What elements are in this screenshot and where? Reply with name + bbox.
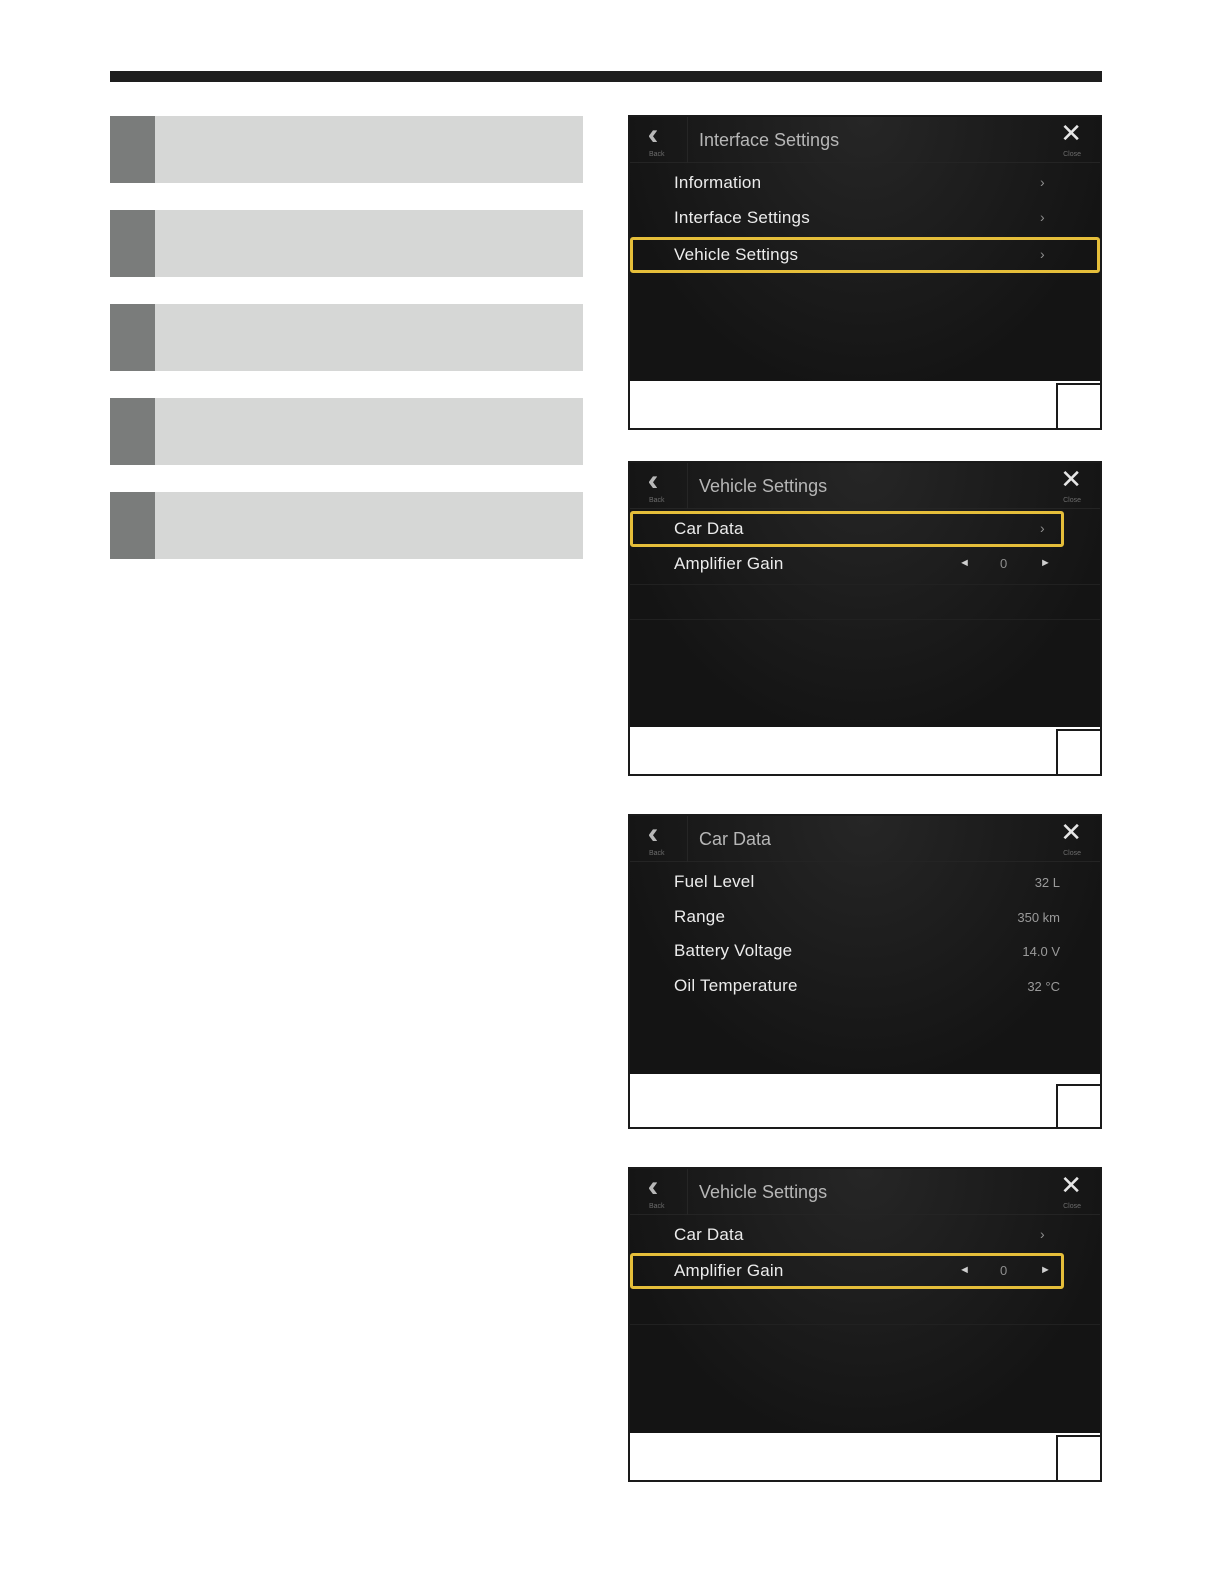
chevron-right-icon: › bbox=[1040, 520, 1045, 536]
back-caption: Back bbox=[649, 151, 665, 158]
row-label: Vehicle Settings bbox=[674, 245, 799, 264]
close-caption: Close bbox=[1063, 850, 1081, 857]
row-value: 32 °C bbox=[1027, 979, 1060, 994]
close-x-icon: ✕ bbox=[1060, 465, 1082, 495]
screen bbox=[630, 816, 1100, 1074]
close-caption: Close bbox=[1063, 1203, 1081, 1210]
close-caption: Close bbox=[1063, 151, 1081, 158]
back-button[interactable] bbox=[630, 1169, 688, 1215]
amplifier-gain-value: 0 bbox=[1000, 1263, 1008, 1278]
close-caption: Close bbox=[1063, 497, 1081, 504]
screen-title: Interface Settings bbox=[699, 130, 840, 150]
step-box-1 bbox=[110, 116, 583, 183]
data-row-fuel-level bbox=[630, 865, 1100, 900]
close-button[interactable] bbox=[1040, 1169, 1100, 1215]
row-label: Information bbox=[674, 173, 762, 192]
screen-header bbox=[630, 117, 1100, 163]
step-tab bbox=[110, 210, 155, 277]
row-label: Car Data bbox=[674, 519, 744, 538]
step-number-box bbox=[1056, 1435, 1100, 1480]
back-button[interactable] bbox=[630, 463, 688, 509]
screenshot-vehicle-settings bbox=[628, 461, 1102, 776]
menu-row-car-data[interactable] bbox=[630, 1218, 1100, 1253]
step-number-box bbox=[1056, 383, 1100, 428]
data-row-range bbox=[630, 900, 1100, 935]
step-box-3 bbox=[110, 304, 583, 371]
data-row-battery-voltage bbox=[630, 934, 1100, 969]
menu-row-car-data[interactable] bbox=[630, 511, 1064, 547]
chevron-right-icon: › bbox=[1040, 1226, 1045, 1242]
screen-title: Car Data bbox=[699, 829, 772, 849]
amplifier-gain-value: 0 bbox=[1000, 556, 1008, 571]
row-label: Car Data bbox=[674, 1225, 744, 1244]
data-row-oil-temperature bbox=[630, 969, 1100, 1004]
step-tab bbox=[110, 116, 155, 183]
chevron-right-icon: › bbox=[1040, 246, 1045, 262]
menu-row-vehicle-settings[interactable] bbox=[630, 237, 1100, 273]
row-label: Amplifier Gain bbox=[674, 554, 784, 573]
menu-row-amplifier-gain bbox=[630, 547, 1100, 582]
row-divider bbox=[630, 584, 1100, 585]
close-x-icon: ✕ bbox=[1060, 1171, 1082, 1201]
row-label: Fuel Level bbox=[674, 872, 755, 891]
decrease-button[interactable]: ◄ bbox=[959, 1264, 970, 1276]
step-box-5 bbox=[110, 492, 583, 559]
increase-button[interactable]: ► bbox=[1040, 1264, 1051, 1276]
back-button[interactable] bbox=[630, 117, 688, 163]
close-x-icon: ✕ bbox=[1060, 818, 1082, 848]
row-divider bbox=[630, 619, 1100, 620]
decrease-button[interactable]: ◄ bbox=[959, 557, 970, 569]
row-label: Battery Voltage bbox=[674, 941, 793, 960]
close-button[interactable] bbox=[1040, 463, 1100, 509]
close-button[interactable] bbox=[1040, 816, 1100, 862]
menu-row-amplifier-gain bbox=[630, 1253, 1064, 1289]
screen bbox=[630, 463, 1100, 727]
chevron-right-icon: › bbox=[1040, 209, 1045, 225]
menu-row-information[interactable] bbox=[630, 166, 1100, 201]
step-box-4 bbox=[110, 398, 583, 465]
screen-header bbox=[630, 816, 1100, 862]
screen bbox=[630, 117, 1100, 381]
close-x-icon: ✕ bbox=[1060, 119, 1082, 149]
back-caption: Back bbox=[649, 497, 665, 504]
step-tab bbox=[110, 398, 155, 465]
row-label: Amplifier Gain bbox=[674, 1261, 784, 1280]
screen-header bbox=[630, 1169, 1100, 1215]
screen-title: Vehicle Settings bbox=[699, 476, 828, 496]
row-divider bbox=[630, 1324, 1100, 1325]
step-tab bbox=[110, 304, 155, 371]
close-button[interactable] bbox=[1040, 117, 1100, 163]
step-tab bbox=[110, 492, 155, 559]
back-caption: Back bbox=[649, 1203, 665, 1210]
screen bbox=[630, 1169, 1100, 1433]
screen-title: Vehicle Settings bbox=[699, 1182, 828, 1202]
menu-row-interface-settings[interactable] bbox=[630, 201, 1100, 236]
step-number-box bbox=[1056, 729, 1100, 774]
step-box-2 bbox=[110, 210, 583, 277]
back-button[interactable] bbox=[630, 816, 688, 862]
back-caption: Back bbox=[649, 850, 665, 857]
row-value: 14.0 V bbox=[1022, 944, 1060, 959]
top-rule bbox=[110, 71, 1102, 82]
row-label: Oil Temperature bbox=[674, 976, 798, 995]
screenshot-vehicle-settings-amplifier bbox=[628, 1167, 1102, 1482]
row-label: Range bbox=[674, 907, 726, 926]
screenshot-car-data bbox=[628, 814, 1102, 1129]
screen-header bbox=[630, 463, 1100, 509]
chevron-right-icon: › bbox=[1040, 174, 1045, 190]
row-label: Interface Settings bbox=[674, 208, 810, 227]
row-value: 32 L bbox=[1034, 875, 1060, 890]
screenshot-interface-settings bbox=[628, 115, 1102, 430]
increase-button[interactable]: ► bbox=[1040, 557, 1051, 569]
step-number-box bbox=[1056, 1084, 1100, 1127]
row-value: 350 km bbox=[1017, 910, 1060, 925]
